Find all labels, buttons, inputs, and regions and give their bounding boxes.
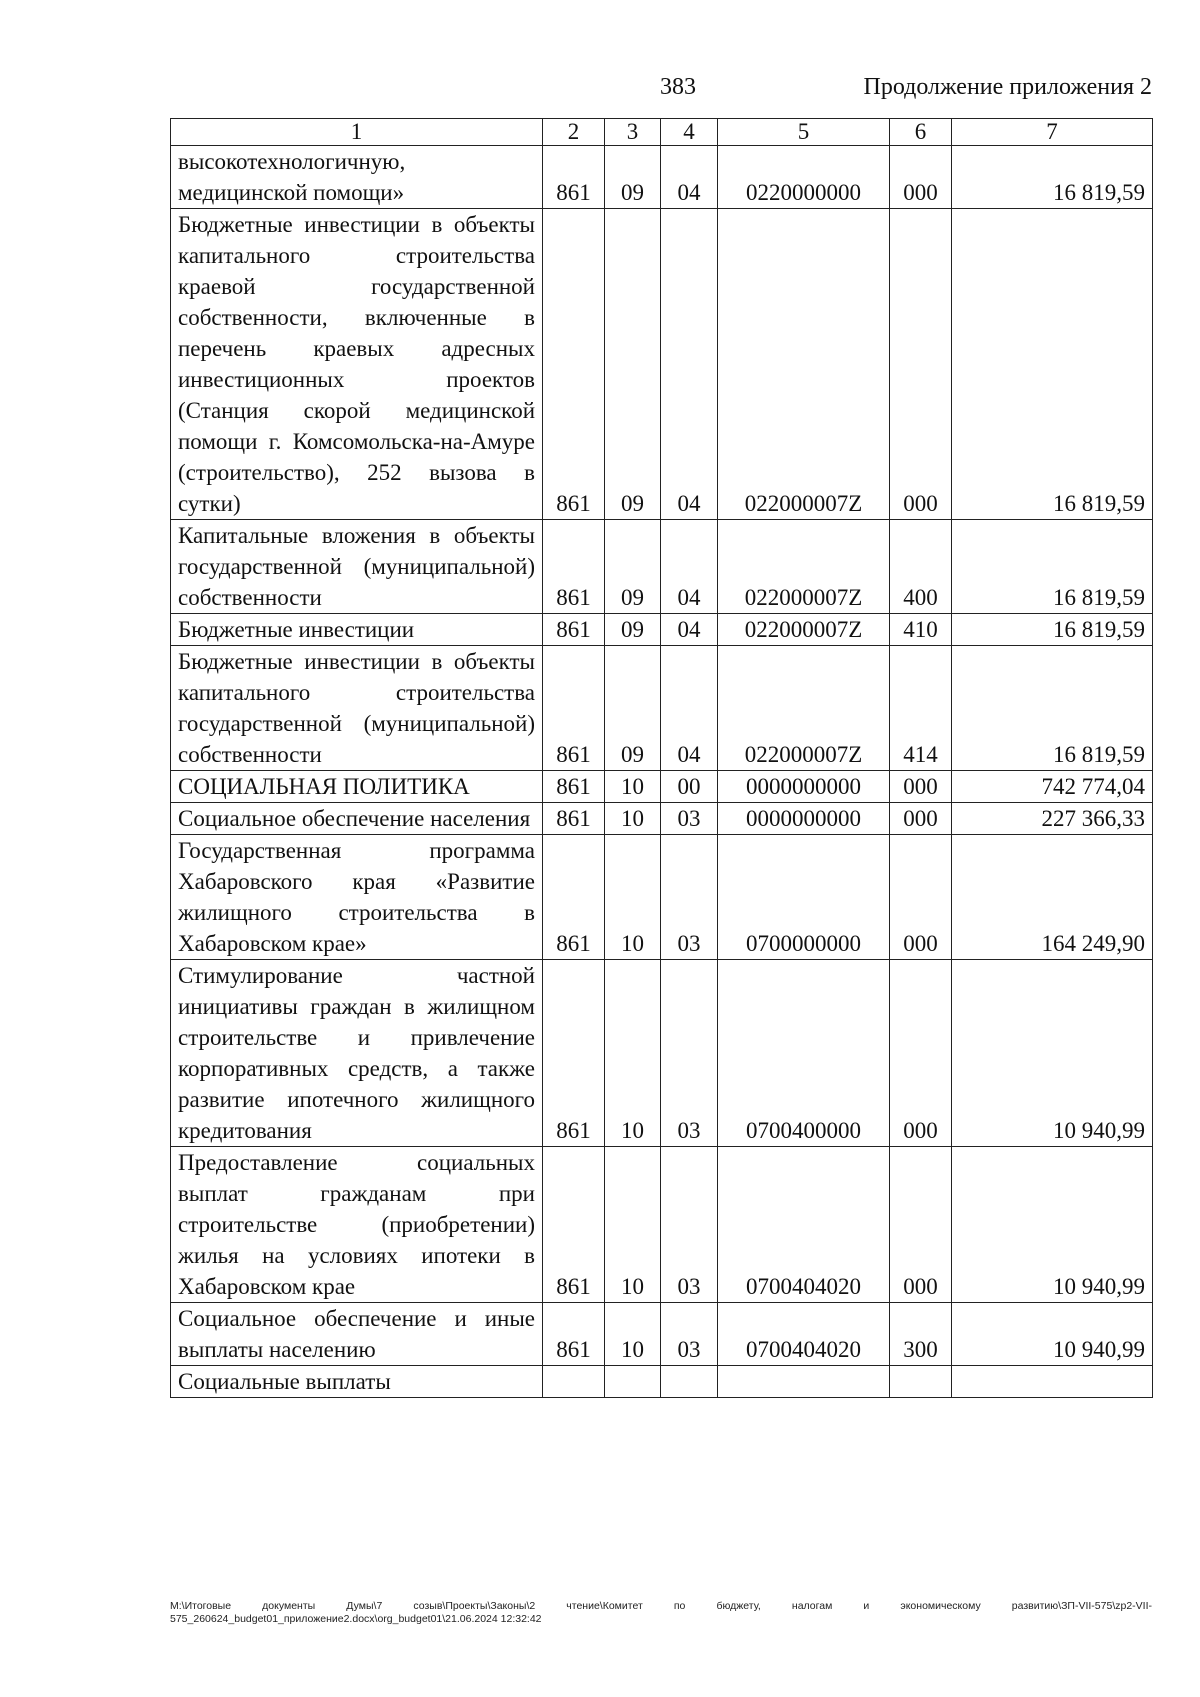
cell-subsection: 04 bbox=[661, 614, 718, 646]
cell-amount: 227 366,33 bbox=[952, 803, 1153, 835]
cell-target-article: 022000007Z bbox=[718, 520, 890, 614]
cell-code bbox=[543, 1366, 605, 1398]
cell-subsection: 00 bbox=[661, 771, 718, 803]
cell-section: 09 bbox=[605, 614, 661, 646]
cell-section: 10 bbox=[605, 803, 661, 835]
row-description: СОЦИАЛЬНАЯ ПОЛИТИКА bbox=[171, 771, 543, 803]
row-description: Государственная программа Хабаровского края «Развитие жилищного строительства в Хабаровском крае» bbox=[171, 835, 543, 960]
table-row bbox=[171, 1366, 1153, 1398]
cell-code: 861 bbox=[543, 209, 605, 520]
cell-target-article: 0220000000 bbox=[718, 146, 890, 209]
cell-code: 861 bbox=[543, 803, 605, 835]
table-row bbox=[171, 646, 1153, 771]
cell-target-article: 0700400000 bbox=[718, 960, 890, 1147]
table-row bbox=[171, 1303, 1153, 1366]
row-description: Социальное обеспечение и иные выплаты населению bbox=[171, 1303, 543, 1366]
cell-section bbox=[605, 1366, 661, 1398]
cell-expense-type: 000 bbox=[890, 146, 952, 209]
cell-code: 861 bbox=[543, 835, 605, 960]
continuation-label: Продолжение приложения 2 bbox=[863, 74, 1152, 100]
cell-subsection: 04 bbox=[661, 146, 718, 209]
cell-section: 10 bbox=[605, 835, 661, 960]
cell-section: 10 bbox=[605, 1303, 661, 1366]
cell-section: 10 bbox=[605, 771, 661, 803]
cell-code: 861 bbox=[543, 771, 605, 803]
cell-code: 861 bbox=[543, 960, 605, 1147]
cell-subsection: 04 bbox=[661, 520, 718, 614]
cell-amount: 16 819,59 bbox=[952, 209, 1153, 520]
table-row bbox=[171, 835, 1153, 960]
cell-code: 861 bbox=[543, 646, 605, 771]
cell-amount: 10 940,99 bbox=[952, 1303, 1153, 1366]
cell-expense-type: 000 bbox=[890, 835, 952, 960]
table-row bbox=[171, 1147, 1153, 1303]
cell-target-article: 0000000000 bbox=[718, 803, 890, 835]
cell-subsection bbox=[661, 1366, 718, 1398]
file-path-footer: M:\Итоговые документы Думы\7 созыв\Проекты\Законы\2 чтение\Комитет по бюджету, налогам и экономическому развитию\ЗП-VII-575\zp2-VII-575_260624_budget01_приложение2.docx\org_budget01\21.06.2024 12:32:42 bbox=[170, 1600, 1152, 1625]
cell-target-article: 0700404020 bbox=[718, 1147, 890, 1303]
cell-code: 861 bbox=[543, 614, 605, 646]
cell-expense-type: 400 bbox=[890, 520, 952, 614]
cell-expense-type: 410 bbox=[890, 614, 952, 646]
cell-expense-type: 000 bbox=[890, 771, 952, 803]
cell-subsection: 03 bbox=[661, 1147, 718, 1303]
cell-subsection: 03 bbox=[661, 1303, 718, 1366]
cell-subsection: 03 bbox=[661, 803, 718, 835]
cell-expense-type: 300 bbox=[890, 1303, 952, 1366]
row-description: Бюджетные инвестиции в объекты капитального строительства краевой государственной собственности, включенные в перечень краевых адресных инвестиционных проектов (Станция скорой медицинской помощи г. Комсомольска-на-Амуре (строительство), 252 вызова в сутки) bbox=[171, 209, 543, 520]
cell-subsection: 03 bbox=[661, 960, 718, 1147]
cell-amount: 10 940,99 bbox=[952, 960, 1153, 1147]
cell-target-article bbox=[718, 1366, 890, 1398]
cell-amount: 16 819,59 bbox=[952, 614, 1153, 646]
cell-expense-type: 000 bbox=[890, 803, 952, 835]
table-row bbox=[171, 771, 1153, 803]
column-header: 7 bbox=[952, 119, 1153, 146]
row-description: Капитальные вложения в объекты государственной (муниципальной) собственности bbox=[171, 520, 543, 614]
cell-amount: 164 249,90 bbox=[952, 835, 1153, 960]
cell-amount: 10 940,99 bbox=[952, 1147, 1153, 1303]
cell-section: 10 bbox=[605, 1147, 661, 1303]
cell-amount: 16 819,59 bbox=[952, 520, 1153, 614]
row-description: высокотехнологичную, медицинской помощи» bbox=[171, 146, 543, 209]
cell-code: 861 bbox=[543, 1147, 605, 1303]
cell-expense-type bbox=[890, 1366, 952, 1398]
cell-expense-type: 000 bbox=[890, 1147, 952, 1303]
cell-section: 09 bbox=[605, 209, 661, 520]
row-description: Предоставление социальных выплат гражданам при строительстве (приобретении) жилья на условиях ипотеки в Хабаровском крае bbox=[171, 1147, 543, 1303]
cell-section: 09 bbox=[605, 146, 661, 209]
row-description: Бюджетные инвестиции в объекты капитального строительства государственной (муниципальной) собственности bbox=[171, 646, 543, 771]
table-row bbox=[171, 803, 1153, 835]
column-header: 4 bbox=[661, 119, 718, 146]
table-header-row bbox=[171, 119, 1153, 146]
cell-section: 09 bbox=[605, 646, 661, 771]
cell-target-article: 0700404020 bbox=[718, 1303, 890, 1366]
cell-amount bbox=[952, 1366, 1153, 1398]
cell-section: 09 bbox=[605, 520, 661, 614]
cell-target-article: 022000007Z bbox=[718, 646, 890, 771]
page-number: 383 bbox=[660, 74, 696, 100]
cell-subsection: 04 bbox=[661, 646, 718, 771]
column-header: 6 bbox=[890, 119, 952, 146]
column-header: 5 bbox=[718, 119, 890, 146]
budget-table bbox=[170, 118, 1153, 1398]
cell-target-article: 0700000000 bbox=[718, 835, 890, 960]
cell-code: 861 bbox=[543, 520, 605, 614]
row-description: Социальное обеспечение населения bbox=[171, 803, 543, 835]
cell-target-article: 022000007Z bbox=[718, 209, 890, 520]
cell-code: 861 bbox=[543, 1303, 605, 1366]
cell-amount: 16 819,59 bbox=[952, 146, 1153, 209]
row-description: Социальные выплаты bbox=[171, 1366, 543, 1398]
table-row bbox=[171, 520, 1153, 614]
column-header: 1 bbox=[171, 119, 543, 146]
row-description: Бюджетные инвестиции bbox=[171, 614, 543, 646]
cell-section: 10 bbox=[605, 960, 661, 1147]
cell-subsection: 04 bbox=[661, 209, 718, 520]
cell-subsection: 03 bbox=[661, 835, 718, 960]
column-header: 3 bbox=[605, 119, 661, 146]
cell-amount: 16 819,59 bbox=[952, 646, 1153, 771]
table-row bbox=[171, 209, 1153, 520]
cell-target-article: 022000007Z bbox=[718, 614, 890, 646]
row-description: Стимулирование частной инициативы граждан в жилищном строительстве и привлечение корпоративных средств, а также развитие ипотечного жилищного кредитования bbox=[171, 960, 543, 1147]
cell-expense-type: 000 bbox=[890, 960, 952, 1147]
cell-code: 861 bbox=[543, 146, 605, 209]
table-row bbox=[171, 614, 1153, 646]
cell-expense-type: 414 bbox=[890, 646, 952, 771]
column-header: 2 bbox=[543, 119, 605, 146]
table-row bbox=[171, 146, 1153, 209]
table-row bbox=[171, 960, 1153, 1147]
cell-target-article: 0000000000 bbox=[718, 771, 890, 803]
cell-expense-type: 000 bbox=[890, 209, 952, 520]
cell-amount: 742 774,04 bbox=[952, 771, 1153, 803]
